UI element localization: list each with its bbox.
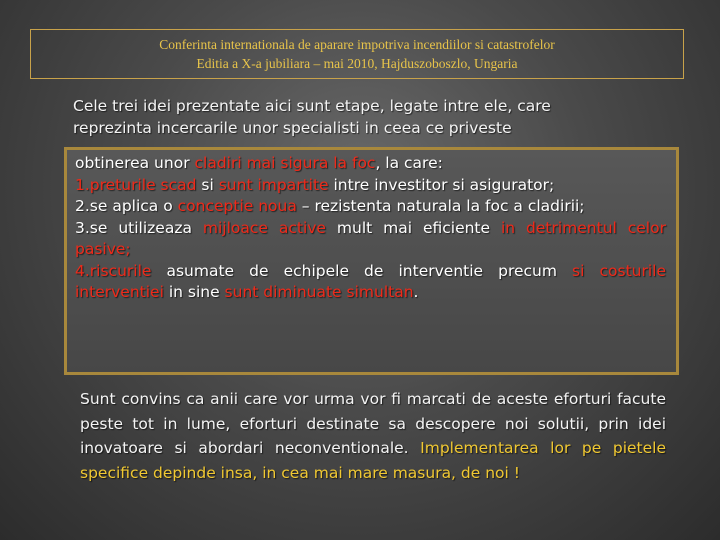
highlight-segment: conceptie noua: [177, 197, 297, 215]
intro-line-2: reprezinta incercarile unor specialisti in ceea ce priveste: [73, 119, 512, 137]
text-segment: in sine: [163, 283, 225, 301]
intro-line-1: Cele trei idei prezentate aici sunt etape, legate intre ele, care: [73, 97, 551, 115]
text-segment: .: [413, 283, 419, 301]
text-segment: 3.se utilizeaza: [75, 218, 203, 237]
point-3: [75, 218, 666, 261]
box-intro-line: [75, 153, 666, 175]
text-segment: mult mai eficiente: [325, 218, 501, 237]
outro-text: [80, 387, 666, 485]
text-segment: intre investitor si asigurator;: [328, 175, 555, 194]
conference-header: [30, 29, 684, 79]
point-4: [75, 261, 666, 304]
text-segment: si: [196, 175, 219, 194]
text-segment: 2.se aplica o: [75, 197, 178, 215]
point-2: [75, 196, 666, 218]
text-segment: asumate de echipele de interventie precum: [151, 261, 573, 280]
highlight-box: [64, 147, 679, 375]
text-segment: obtinerea unor: [75, 154, 195, 172]
point-1: [75, 175, 666, 197]
highlight-segment: sunt diminuate simultan: [224, 283, 414, 301]
text-segment: – rezistenta naturala la foc a cladirii;: [296, 197, 585, 215]
header-line-2: Editia a X-a jubiliara – mai 2010, Hajduszoboszlo, Ungaria: [196, 56, 518, 71]
outro-accent: Implementarea lor pe pietele specifice depinde insa, in cea mai mare masura, de noi !: [80, 439, 666, 482]
text-segment: , la care:: [375, 154, 443, 172]
highlight-segment: in detrimentul celor pasive;: [75, 218, 666, 258]
header-line-1: Conferinta internationala de aparare impotriva incendiilor si catastrofelor: [159, 37, 555, 52]
highlight-segment: sunt impartite: [218, 175, 329, 194]
outro-plain: Sunt convins ca anii care vor urma vor fi marcati de aceste eforturi facute peste tot in lume, eforturi destinate sa descopere noi solutii, prin idei inovatoare si abordari neconventionale.: [80, 390, 666, 457]
highlight-segment: si costurile interventiei: [75, 261, 666, 301]
highlight-segment: 4.riscurile: [75, 261, 152, 280]
intro-text: [73, 95, 673, 139]
highlight-segment: mijloace active: [202, 218, 326, 237]
highlight-segment: 1.preturile scad: [75, 175, 197, 194]
highlight-segment: cladiri mai sigura la foc: [194, 154, 376, 172]
